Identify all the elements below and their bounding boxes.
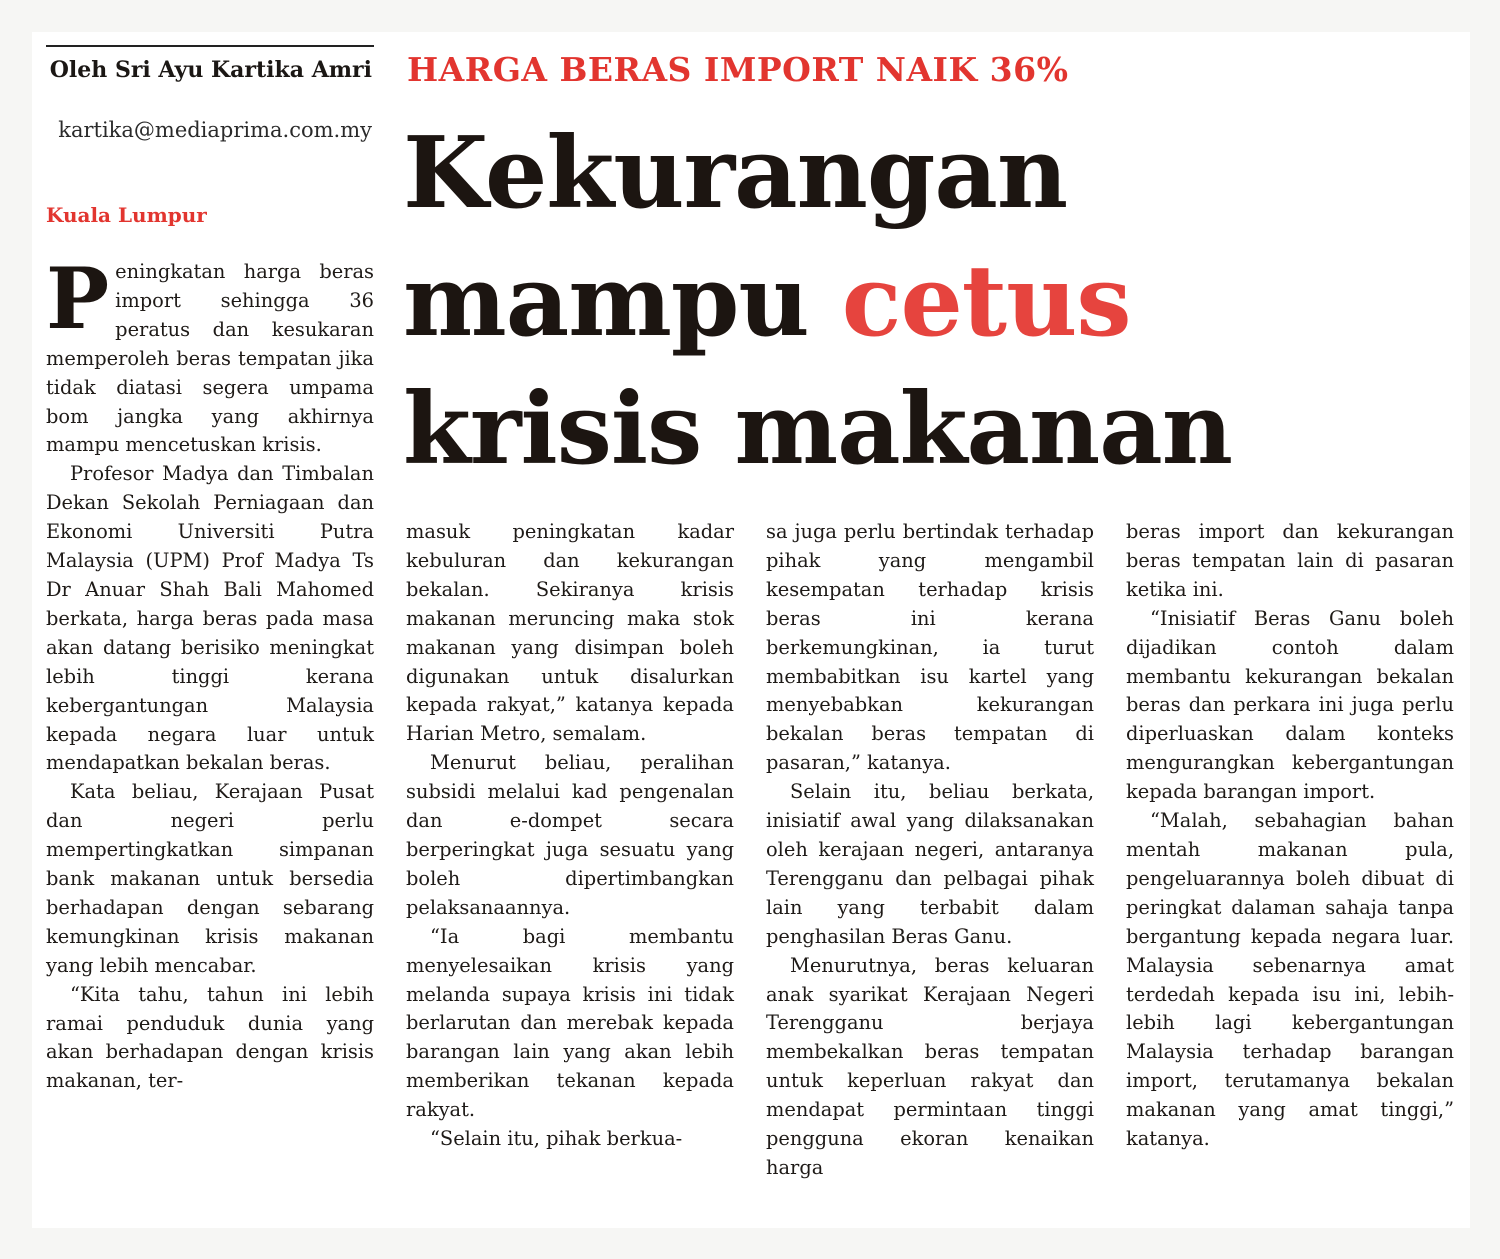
paragraph: Profesor Madya dan Timbalan Dekan Sekolah Perniagaan dan Ekonomi Universiti Putra Malaysia (UPM) Prof Madya Ts Dr Anuar Shah Bali Mahomed berkata, harga beras pada masa akan datang berisiko meningkat lebih tinggi kerana kebergantungan Malaysia kepada negara luar untuk mendapatkan bekalan beras. bbox=[46, 462, 374, 775]
paragraph: Selain itu, beliau berkata, inisiatif awal yang dilaksanakan oleh kerajaan negeri, antaranya Terengganu dan pelbagai pihak lain yang terbabit dalam penghasilan Beras Ganu. bbox=[766, 780, 1094, 948]
kicker: HARGA BERAS IMPORT NAIK 36% bbox=[407, 50, 1069, 89]
paragraph: Menurutnya, beras keluaran anak syarikat Kerajaan Negeri Terengganu berjaya membekalkan beras tempatan untuk keperluan rakyat dan mendapat permintaan tinggi pengguna ekoran kenaikan harga bbox=[766, 953, 1094, 1179]
paragraph: “Ia bagi membantu menyelesaikan krisis yang melanda supaya krisis ini tidak berlarutan dan merebak kepada barangan lain yang akan lebih memberikan tekanan kepada rakyat. bbox=[406, 924, 734, 1122]
headline-line-3: krisis makanan bbox=[403, 372, 1233, 487]
byline: Oleh Sri Ayu Kartika Amri bbox=[49, 57, 372, 83]
article-column-1 bbox=[46, 249, 374, 1096]
paragraph: “Selain itu, pihak berkua- bbox=[430, 1127, 683, 1151]
dateline: Kuala Lumpur bbox=[46, 203, 207, 227]
paragraph: Menurut beliau, peralihan subsidi melalui kad pengenalan dan e-dompet secara berperingkat juga sesuatu yang boleh dipertimbangkan pelaksanaannya. bbox=[406, 751, 734, 919]
paragraph: masuk peningkatan kadar kebuluran dan kekurangan bekalan. Sekiranya krisis makanan meruncing maka stok makanan yang disimpan boleh digunakan untuk disalurkan kepada rakyat,” katanya kepada Harian Metro, semalam. bbox=[406, 520, 734, 746]
paragraph: “Kita tahu, tahun ini lebih ramai penduduk dunia yang akan berhadapan dengan krisis makanan, ter- bbox=[46, 982, 374, 1093]
byline-rule bbox=[46, 45, 374, 47]
headline-accent-word: cetus bbox=[841, 244, 1131, 359]
paragraph: “Malah, sebahagian bahan mentah makanan pula, pengeluarannya boleh dibuat di peringkat dalaman sahaja tanpa bergantung kepada negara luar. Malaysia sebenarnya amat terdedah kepada isu ini, lebih-lebih lagi kebergantungan Malaysia terhadap barangan import, terutamanya bekalan makanan yang amat tinggi,” katanya. bbox=[1126, 809, 1454, 1151]
paragraph: sa juga perlu bertindak terhadap pihak yang mengambil kesempatan terhadap krisis beras ini kerana berkemungkinan, ia turut membabitkan isu kartel yang menyebabkan kekurangan bekalan beras tempatan di pasaran,” katanya. bbox=[766, 520, 1094, 775]
headline-line-1: Kekurangan bbox=[403, 116, 1068, 231]
article-column-3 bbox=[766, 518, 1094, 1183]
paragraph bbox=[46, 249, 374, 460]
article-column-4 bbox=[1126, 518, 1454, 1154]
headline-line-2-start: mampu bbox=[403, 244, 842, 359]
author-email: kartika@mediaprima.com.my bbox=[58, 118, 372, 142]
paragraph-text: eningkatan harga beras import sehingga 36 peratus dan kesukaran memperoleh beras tempatan jika tidak diatasi segera umpama bom jangka yang akhirnya mampu mencetuskan krisis. bbox=[46, 260, 374, 457]
paragraph: Kata beliau, Kerajaan Pusat dan negeri perlu mempertingkatkan simpanan bank makanan untuk bersedia berhadapan dengan sebarang kemungkinan krisis makanan yang lebih mencabar. bbox=[46, 780, 374, 977]
headline bbox=[403, 110, 1463, 494]
paragraph: beras import dan kekurangan beras tempatan lain di pasaran ketika ini. bbox=[1126, 520, 1454, 601]
paragraph: “Inisiatif Beras Ganu boleh dijadikan contoh dalam membantu kekurangan bekalan beras dan perkara ini juga perlu diperluaskan dalam konteks mengurangkan kebergantungan kepada barangan import. bbox=[1126, 606, 1454, 804]
drop-cap: P bbox=[46, 249, 110, 348]
headline-line-2 bbox=[403, 238, 1463, 366]
article-column-2 bbox=[406, 518, 734, 1154]
